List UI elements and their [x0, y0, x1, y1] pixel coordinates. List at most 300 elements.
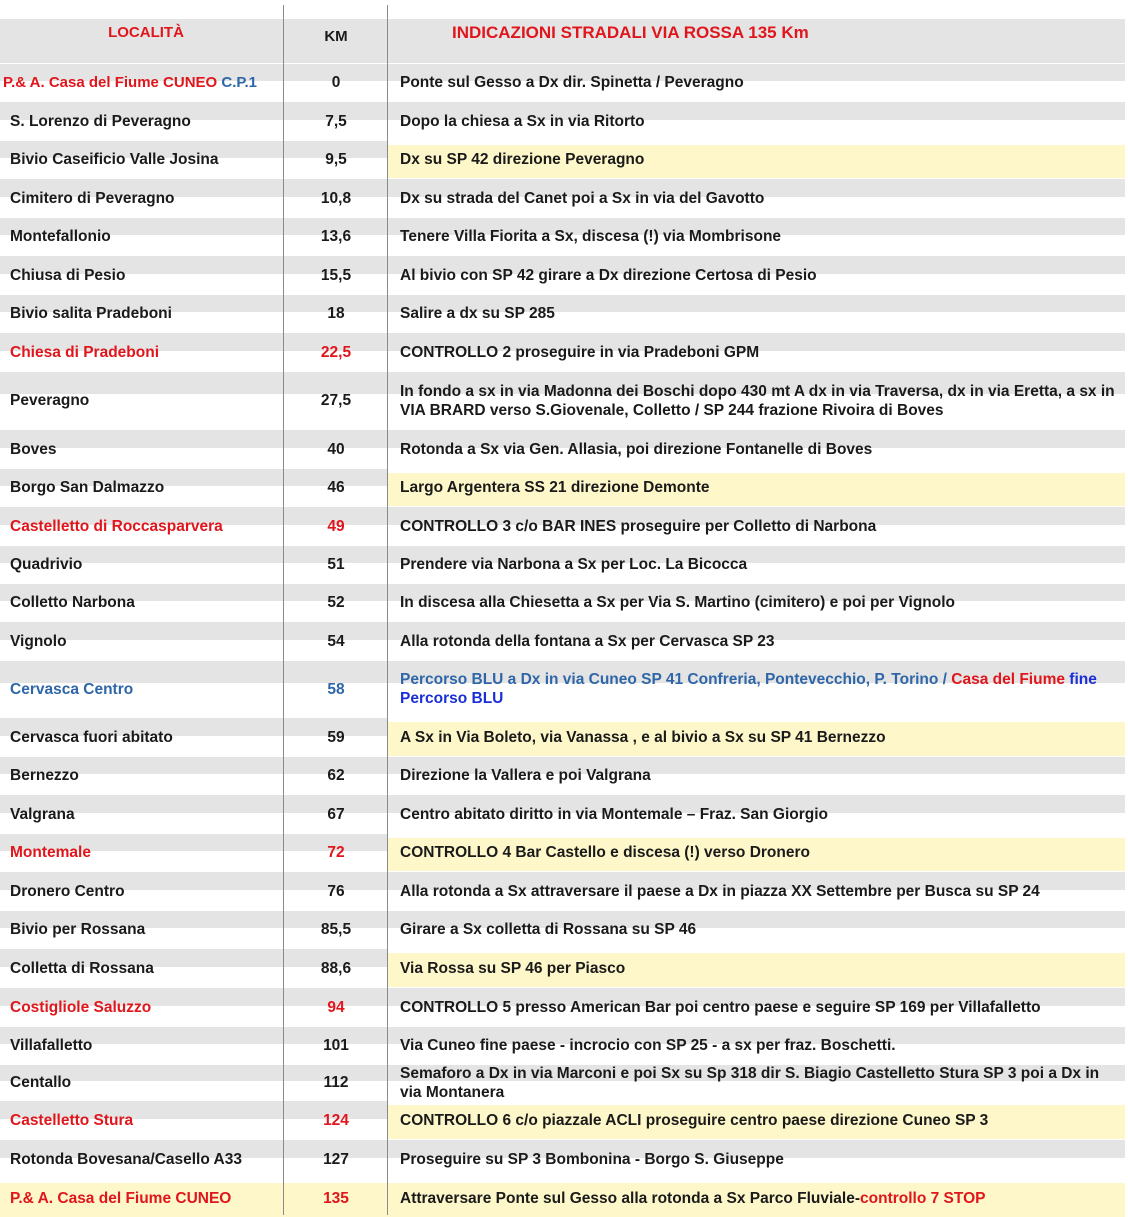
cell-km: [284, 256, 388, 294]
cell-localita: [0, 507, 284, 545]
cell-localita: [0, 949, 284, 987]
cell-localita-text: [10, 728, 173, 747]
column-divider-1: [283, 5, 284, 1215]
cell-km: [284, 546, 388, 583]
cell-localita-segment: C.P.1: [221, 74, 257, 91]
cell-directions: [388, 622, 1125, 660]
cell-localita-text: [10, 227, 111, 246]
cell-km-text: [327, 593, 344, 612]
cell-localita-text: [10, 343, 159, 362]
cell-km-text: [327, 766, 344, 785]
cell-directions-segment: Salire a dx su SP 285: [400, 305, 555, 322]
cell-directions-segment: Direzione la Vallera e poi Valgrana: [400, 767, 651, 784]
cell-km: [284, 469, 388, 506]
cell-localita-text: [10, 150, 218, 169]
cell-directions-text: [400, 382, 1117, 420]
cell-km-text: [327, 555, 344, 574]
cell-km-segment: 22,5: [320, 343, 352, 361]
table-row: [0, 332, 1125, 371]
cell-km-segment: 54: [327, 632, 345, 650]
cell-km: [284, 872, 388, 910]
cell-km-segment: 40: [327, 440, 345, 458]
cell-km: [284, 1027, 388, 1064]
cell-localita: [0, 584, 284, 621]
table-row: [0, 871, 1125, 910]
table-row: [0, 794, 1125, 833]
cell-km: [284, 795, 388, 833]
table-row: [0, 178, 1125, 217]
cell-km-segment: 27,5: [320, 392, 352, 409]
cell-directions-text: [400, 998, 1041, 1017]
cell-directions: [388, 430, 1125, 468]
cell-km: [284, 988, 388, 1026]
cell-directions-segment: In discesa alla Chiesetta a Sx per Via S. Martino (cimitero) e poi per Vignolo: [400, 594, 956, 611]
cell-km: [284, 141, 388, 178]
cell-km-segment: 0: [331, 74, 341, 91]
cell-directions: [388, 295, 1125, 332]
table-row: [0, 621, 1125, 660]
cell-directions-text: [400, 1111, 988, 1130]
table-row: [0, 1026, 1125, 1064]
cell-km: [284, 372, 388, 429]
cell-localita-text: [10, 1150, 242, 1169]
cell-directions-segment: Dopo la chiesa a Sx in via Ritorto: [400, 112, 645, 130]
cell-km-segment: 58: [327, 680, 345, 698]
header-km: KM: [324, 28, 348, 45]
cell-localita-text: [10, 266, 125, 285]
cell-directions: [388, 141, 1125, 178]
cell-localita-segment: Castelletto Stura: [10, 1111, 134, 1129]
cell-directions-text: [400, 227, 781, 246]
cell-directions-text: [400, 805, 828, 824]
cell-directions-segment: Percorso BLU a Dx in via Cuneo SP 41 Confreria, Pontevecchio, P. Torino /: [400, 671, 952, 688]
table-row: [0, 545, 1125, 583]
cell-localita-text: [10, 189, 175, 208]
cell-km-text: [332, 73, 341, 92]
cell-km: [284, 661, 388, 717]
cell-km-text: [327, 728, 344, 747]
cell-localita: [0, 64, 284, 101]
cell-directions-text: [400, 189, 764, 208]
cell-localita-segment: Cervasca Centro: [10, 680, 134, 698]
cell-localita-segment: Villafalletto: [10, 1037, 93, 1054]
cell-localita-text: [10, 112, 191, 131]
cell-km-segment: 101: [323, 1037, 349, 1054]
cell-localita-segment: Bivio Caseificio Valle Josina: [10, 151, 219, 168]
cell-km: [284, 1065, 388, 1100]
cell-km-segment: 88,6: [320, 959, 352, 977]
cell-km-text: [327, 805, 344, 824]
cell-km-text: [321, 391, 351, 410]
cell-directions: [388, 949, 1125, 987]
cell-km: [284, 1140, 388, 1178]
cell-localita-text: [10, 680, 133, 699]
cell-directions: [388, 469, 1125, 506]
cell-localita-segment: Cimitero di Peveragno: [10, 189, 175, 207]
cell-localita-text: [10, 304, 172, 323]
cell-directions-segment: Girare a Sx colletta di Rossana su SP 46: [400, 921, 697, 938]
cell-km-text: [323, 1111, 349, 1130]
cell-km-text: [323, 1189, 349, 1208]
cell-directions-text: [400, 1150, 784, 1169]
cell-km: [284, 1179, 388, 1217]
cell-directions-segment: Centro abitato diritto in via Montemale – Fraz. San Giorgio: [400, 805, 829, 823]
cell-directions-text: [400, 920, 696, 939]
cell-directions-text: [400, 882, 1040, 901]
cell-localita-text: [10, 1111, 133, 1130]
table-row: [0, 101, 1125, 140]
cell-km-segment: 76: [327, 882, 345, 900]
cell-directions-segment: Proseguire su SP 3 Bombonina - Borgo S. Giuseppe: [400, 1150, 784, 1168]
cell-directions-text: [400, 478, 710, 497]
cell-directions-segment: Tenere Villa Fiorita a Sx, discesa (!) via Mombrisone: [400, 228, 782, 245]
cell-localita: [0, 546, 284, 583]
cell-localita-segment: Chiesa di Pradeboni: [10, 343, 160, 361]
cell-localita-segment: Bivio per Rossana: [10, 921, 146, 938]
cell-localita: [0, 430, 284, 468]
cell-directions-segment: CONTROLLO 2 proseguire in via Pradeboni GPM: [400, 343, 760, 361]
cell-localita: [0, 1065, 284, 1100]
cell-km: [284, 218, 388, 255]
cell-directions-text: [400, 632, 774, 651]
cell-km-text: [323, 1150, 349, 1169]
cell-km-text: [327, 517, 344, 536]
cell-localita: [0, 218, 284, 255]
cell-localita: [0, 102, 284, 140]
cell-directions-text: [400, 112, 645, 131]
cell-localita-segment: Centallo: [10, 1074, 72, 1091]
cell-directions-text: [400, 959, 625, 978]
table-header: [0, 5, 1125, 63]
cell-directions-segment: CONTROLLO 6 c/o piazzale ACLI proseguire centro paese direzione Cuneo SP 3: [400, 1111, 989, 1129]
cell-localita-text: [10, 517, 223, 536]
cell-km-segment: 13,6: [320, 228, 352, 245]
cell-directions: [388, 333, 1125, 371]
cell-directions: [388, 988, 1125, 1026]
cell-localita-text: [10, 805, 75, 824]
cell-km-segment: 127: [323, 1150, 349, 1168]
cell-directions-segment: CONTROLLO 4 Bar Castello e discesa (!) verso Dronero: [400, 844, 810, 861]
cell-directions-segment: Attraversare Ponte sul Gesso alla rotonda a Sx Parco Fluviale-: [400, 1189, 861, 1207]
cell-directions-text: [400, 843, 810, 862]
cell-directions-text: [400, 1189, 985, 1208]
cell-km-text: [327, 680, 344, 699]
cell-directions: [388, 834, 1125, 871]
cell-km-text: [327, 843, 344, 862]
cell-directions-text: [400, 1064, 1117, 1102]
cell-localita-segment: S. Lorenzo di Peveragno: [10, 112, 191, 130]
cell-km-text: [323, 1073, 348, 1092]
cell-km-text: [321, 266, 351, 285]
cell-localita: [0, 372, 284, 429]
cell-localita: [0, 1179, 284, 1217]
cell-km-text: [327, 304, 344, 323]
cell-localita-segment: Cervasca fuori abitato: [10, 728, 173, 746]
header-localita: LOCALITÀ: [108, 24, 184, 41]
cell-directions-text: [400, 440, 872, 459]
cell-localita-text: [10, 1036, 92, 1055]
cell-directions-segment: Ponte sul Gesso a Dx dir. Spinetta / Peveragno: [400, 74, 744, 91]
cell-km-text: [321, 227, 351, 246]
cell-km: [284, 430, 388, 468]
cell-localita: [0, 256, 284, 294]
cell-km-text: [327, 882, 344, 901]
cell-directions-segment: Alla rotonda a Sx attraversare il paese a Dx in piazza XX Settembre per Busca su SP 24: [400, 882, 1040, 900]
cell-localita: [0, 1101, 284, 1139]
cell-localita: [0, 718, 284, 756]
cell-km-text: [321, 189, 351, 208]
cell-localita-segment: P.& A. Casa del Fiume CUNEO: [10, 1189, 232, 1207]
cell-localita-text: [10, 478, 164, 497]
cell-km-segment: 72: [327, 844, 345, 861]
cell-localita-text: [10, 882, 125, 901]
cell-km-segment: 62: [327, 767, 345, 784]
cell-directions: [388, 64, 1125, 101]
cell-directions: [388, 1179, 1125, 1217]
table-row: [0, 255, 1125, 294]
cell-directions-text: [400, 304, 555, 323]
cell-localita-segment: Montemale: [10, 844, 91, 861]
cell-directions-segment: Prendere via Narbona a Sx per Loc. La Bicocca: [400, 556, 748, 573]
cell-localita-text: [10, 766, 79, 785]
cell-directions-text: [400, 343, 759, 362]
table-row: [0, 756, 1125, 794]
cell-localita: [0, 179, 284, 217]
cell-localita-segment: Vignolo: [10, 632, 67, 650]
cell-directions-segment: Rotonda a Sx via Gen. Allasia, poi direzione Fontanelle di Boves: [400, 440, 873, 458]
cell-localita-text: [10, 1189, 231, 1208]
header-directions: INDICAZIONI STRADALI VIA ROSSA 135 Km: [452, 23, 809, 42]
table-row: [0, 948, 1125, 987]
table-row: [0, 468, 1125, 506]
cell-km-text: [323, 1036, 349, 1055]
table-row: [0, 1178, 1125, 1217]
cell-km-segment: 85,5: [320, 921, 352, 938]
table-row: [0, 429, 1125, 468]
cell-km-segment: 124: [323, 1111, 349, 1129]
cell-localita: [0, 834, 284, 871]
table-row: [0, 987, 1125, 1026]
cell-localita-text: [10, 440, 57, 459]
cell-directions-text: [400, 266, 817, 285]
cell-km: [284, 718, 388, 756]
cell-localita-segment: Colletto Narbona: [10, 594, 135, 611]
cell-directions-text: [400, 670, 1117, 708]
cell-localita-segment: Bernezzo: [10, 767, 79, 784]
cell-km: [284, 179, 388, 217]
cell-directions-text: [400, 1036, 896, 1055]
cell-km-segment: 59: [327, 728, 345, 746]
cell-directions: [388, 1065, 1125, 1100]
cell-directions-text: [400, 555, 747, 574]
cell-localita: [0, 295, 284, 332]
cell-km: [284, 622, 388, 660]
column-divider-2: [387, 5, 388, 1215]
cell-km: [284, 507, 388, 545]
table-row: [0, 1139, 1125, 1178]
cell-directions-text: [400, 517, 876, 536]
cell-km-segment: 9,5: [325, 151, 347, 168]
cell-localita: [0, 988, 284, 1026]
table-row: [0, 583, 1125, 621]
cell-localita: [0, 469, 284, 506]
table-row: [0, 1064, 1125, 1100]
cell-localita-text: [10, 593, 135, 612]
table-row: [0, 63, 1125, 101]
cell-localita-text: [10, 843, 91, 862]
cell-localita: [0, 141, 284, 178]
cell-localita-segment: Colletta di Rossana: [10, 959, 154, 977]
cell-directions: [388, 218, 1125, 255]
cell-directions: [388, 546, 1125, 583]
table-row: [0, 910, 1125, 948]
cell-km-segment: 67: [327, 805, 345, 823]
cell-directions-segment: Al bivio con SP 42 girare a Dx direzione Certosa di Pesio: [400, 266, 817, 284]
cell-localita-text: [10, 632, 67, 651]
table-row: [0, 717, 1125, 756]
cell-km-text: [321, 959, 351, 978]
cell-localita: [0, 1027, 284, 1064]
cell-localita-segment: Castelletto di Roccasparvera: [10, 517, 223, 535]
cell-directions: [388, 256, 1125, 294]
cell-directions-segment: A Sx in Via Boleto, via Vanassa , e al bivio a Sx su SP 41 Bernezzo: [400, 728, 886, 746]
cell-km-text: [327, 998, 344, 1017]
cell-km-text: [327, 478, 344, 497]
cell-localita-segment: Quadrivio: [10, 556, 83, 573]
table-row: [0, 294, 1125, 332]
cell-directions: [388, 1101, 1125, 1139]
cell-directions-segment: Via Rossa su SP 46 per Piasco: [400, 959, 626, 977]
cell-km: [284, 757, 388, 794]
cell-directions: [388, 872, 1125, 910]
cell-km-segment: 94: [327, 998, 345, 1016]
table-row: [0, 833, 1125, 871]
table-row: [0, 217, 1125, 255]
cell-km-segment: 7,5: [325, 112, 347, 130]
cell-localita-segment: Boves: [10, 440, 57, 458]
cell-directions-text: [400, 73, 744, 92]
cell-localita: [0, 622, 284, 660]
cell-km-text: [327, 440, 344, 459]
cell-localita-segment: Montefallonio: [10, 228, 111, 245]
cell-km-segment: 51: [327, 556, 345, 573]
cell-localita-segment: P.& A. Casa del Fiume CUNEO: [3, 74, 222, 91]
cell-directions-segment: Largo Argentera SS 21 direzione Demonte: [400, 479, 710, 496]
cell-localita-segment: Dronero Centro: [10, 882, 125, 900]
table-row: [0, 1100, 1125, 1139]
cell-localita-text: [10, 959, 154, 978]
cell-localita-segment: Costigliole Saluzzo: [10, 998, 152, 1016]
cell-km-segment: 49: [327, 517, 345, 535]
cell-directions: [388, 661, 1125, 717]
cell-directions-segment: In fondo a sx in via Madonna dei Boschi dopo 430 mt A dx in via Traversa, dx in via Eretta, a sx in VIA BRARD verso S.Giovenale, Colletto / SP 244 frazione Rivoira di Boves: [400, 382, 1115, 419]
cell-km: [284, 584, 388, 621]
cell-localita-segment: Peveragno: [10, 392, 90, 409]
cell-km: [284, 295, 388, 332]
cell-directions-segment: CONTROLLO 3 c/o BAR INES proseguire per Colletto di Narbona: [400, 517, 877, 535]
cell-km-segment: 46: [327, 479, 345, 496]
cell-directions-text: [400, 766, 651, 785]
cell-km-text: [321, 343, 351, 362]
cell-km-text: [327, 632, 344, 651]
table-row: [0, 371, 1125, 429]
cell-km-text: [325, 112, 347, 131]
cell-localita-text: [3, 73, 257, 92]
cell-localita-segment: Bivio salita Pradeboni: [10, 305, 172, 322]
table-row: [0, 140, 1125, 178]
cell-directions-segment: fine Percorso BLU: [400, 671, 1097, 707]
cell-localita: [0, 795, 284, 833]
cell-km: [284, 834, 388, 871]
cell-localita-text: [10, 391, 89, 410]
cell-localita-text: [10, 1073, 71, 1092]
cell-localita: [0, 333, 284, 371]
cell-directions-segment: Alla rotonda della fontana a Sx per Cervasca SP 23: [400, 632, 775, 650]
cell-directions: [388, 1027, 1125, 1064]
cell-directions: [388, 179, 1125, 217]
cell-km: [284, 102, 388, 140]
cell-localita-text: [10, 920, 145, 939]
cell-directions: [388, 718, 1125, 756]
cell-km-segment: 15,5: [320, 266, 352, 284]
cell-localita-segment: Valgrana: [10, 805, 75, 823]
cell-localita-text: [10, 998, 151, 1017]
cell-directions: [388, 102, 1125, 140]
cell-directions: [388, 795, 1125, 833]
cell-km-segment: 52: [327, 594, 345, 611]
cell-km-segment: 135: [323, 1189, 349, 1207]
cell-km-text: [321, 920, 351, 939]
cell-directions-segment: Semaforo a Dx in via Marconi e poi Sx su Sp 318 dir S. Biagio Castelletto Stura SP 3 poi a Dx in via Montanera: [400, 1064, 1100, 1101]
cell-km: [284, 949, 388, 987]
cell-km: [284, 64, 388, 101]
cell-directions: [388, 911, 1125, 948]
cell-localita: [0, 911, 284, 948]
cell-localita: [0, 661, 284, 717]
cell-localita-segment: Chiusa di Pesio: [10, 266, 126, 284]
cell-localita-text: [10, 555, 82, 574]
cell-directions-segment: Via Cuneo fine paese - incrocio con SP 25 - a sx per fraz. Boschetti.: [400, 1037, 896, 1054]
cell-directions-segment: Dx su SP 42 direzione Peveragno: [400, 151, 645, 168]
cell-directions: [388, 372, 1125, 429]
cell-localita: [0, 1140, 284, 1178]
cell-km-segment: 112: [323, 1074, 349, 1091]
cell-directions-segment: CONTROLLO 5 presso American Bar poi centro paese e seguire SP 169 per Villafalletto: [400, 998, 1041, 1016]
cell-km: [284, 333, 388, 371]
table-row: [0, 660, 1125, 717]
cell-directions: [388, 507, 1125, 545]
cell-directions: [388, 1140, 1125, 1178]
cell-directions-segment: controllo 7 STOP: [860, 1189, 986, 1207]
cell-localita-segment: Rotonda Bovesana/Casello A33: [10, 1150, 242, 1168]
table-row: [0, 506, 1125, 545]
cell-localita: [0, 757, 284, 794]
cell-km: [284, 1101, 388, 1139]
cell-localita: [0, 872, 284, 910]
cell-directions-segment: Casa del Fiume: [951, 671, 1065, 688]
cell-km-segment: 18: [327, 305, 345, 322]
cell-directions-text: [400, 150, 644, 169]
cell-directions: [388, 584, 1125, 621]
cell-km: [284, 911, 388, 948]
cell-localita-segment: Borgo San Dalmazzo: [10, 479, 165, 496]
cell-km-segment: 10,8: [320, 189, 352, 207]
cell-directions: [388, 757, 1125, 794]
cell-directions-segment: Dx su strada del Canet poi a Sx in via del Gavotto: [400, 189, 765, 207]
cell-km-text: [325, 150, 347, 169]
cell-directions-text: [400, 728, 886, 747]
cell-directions-text: [400, 593, 955, 612]
